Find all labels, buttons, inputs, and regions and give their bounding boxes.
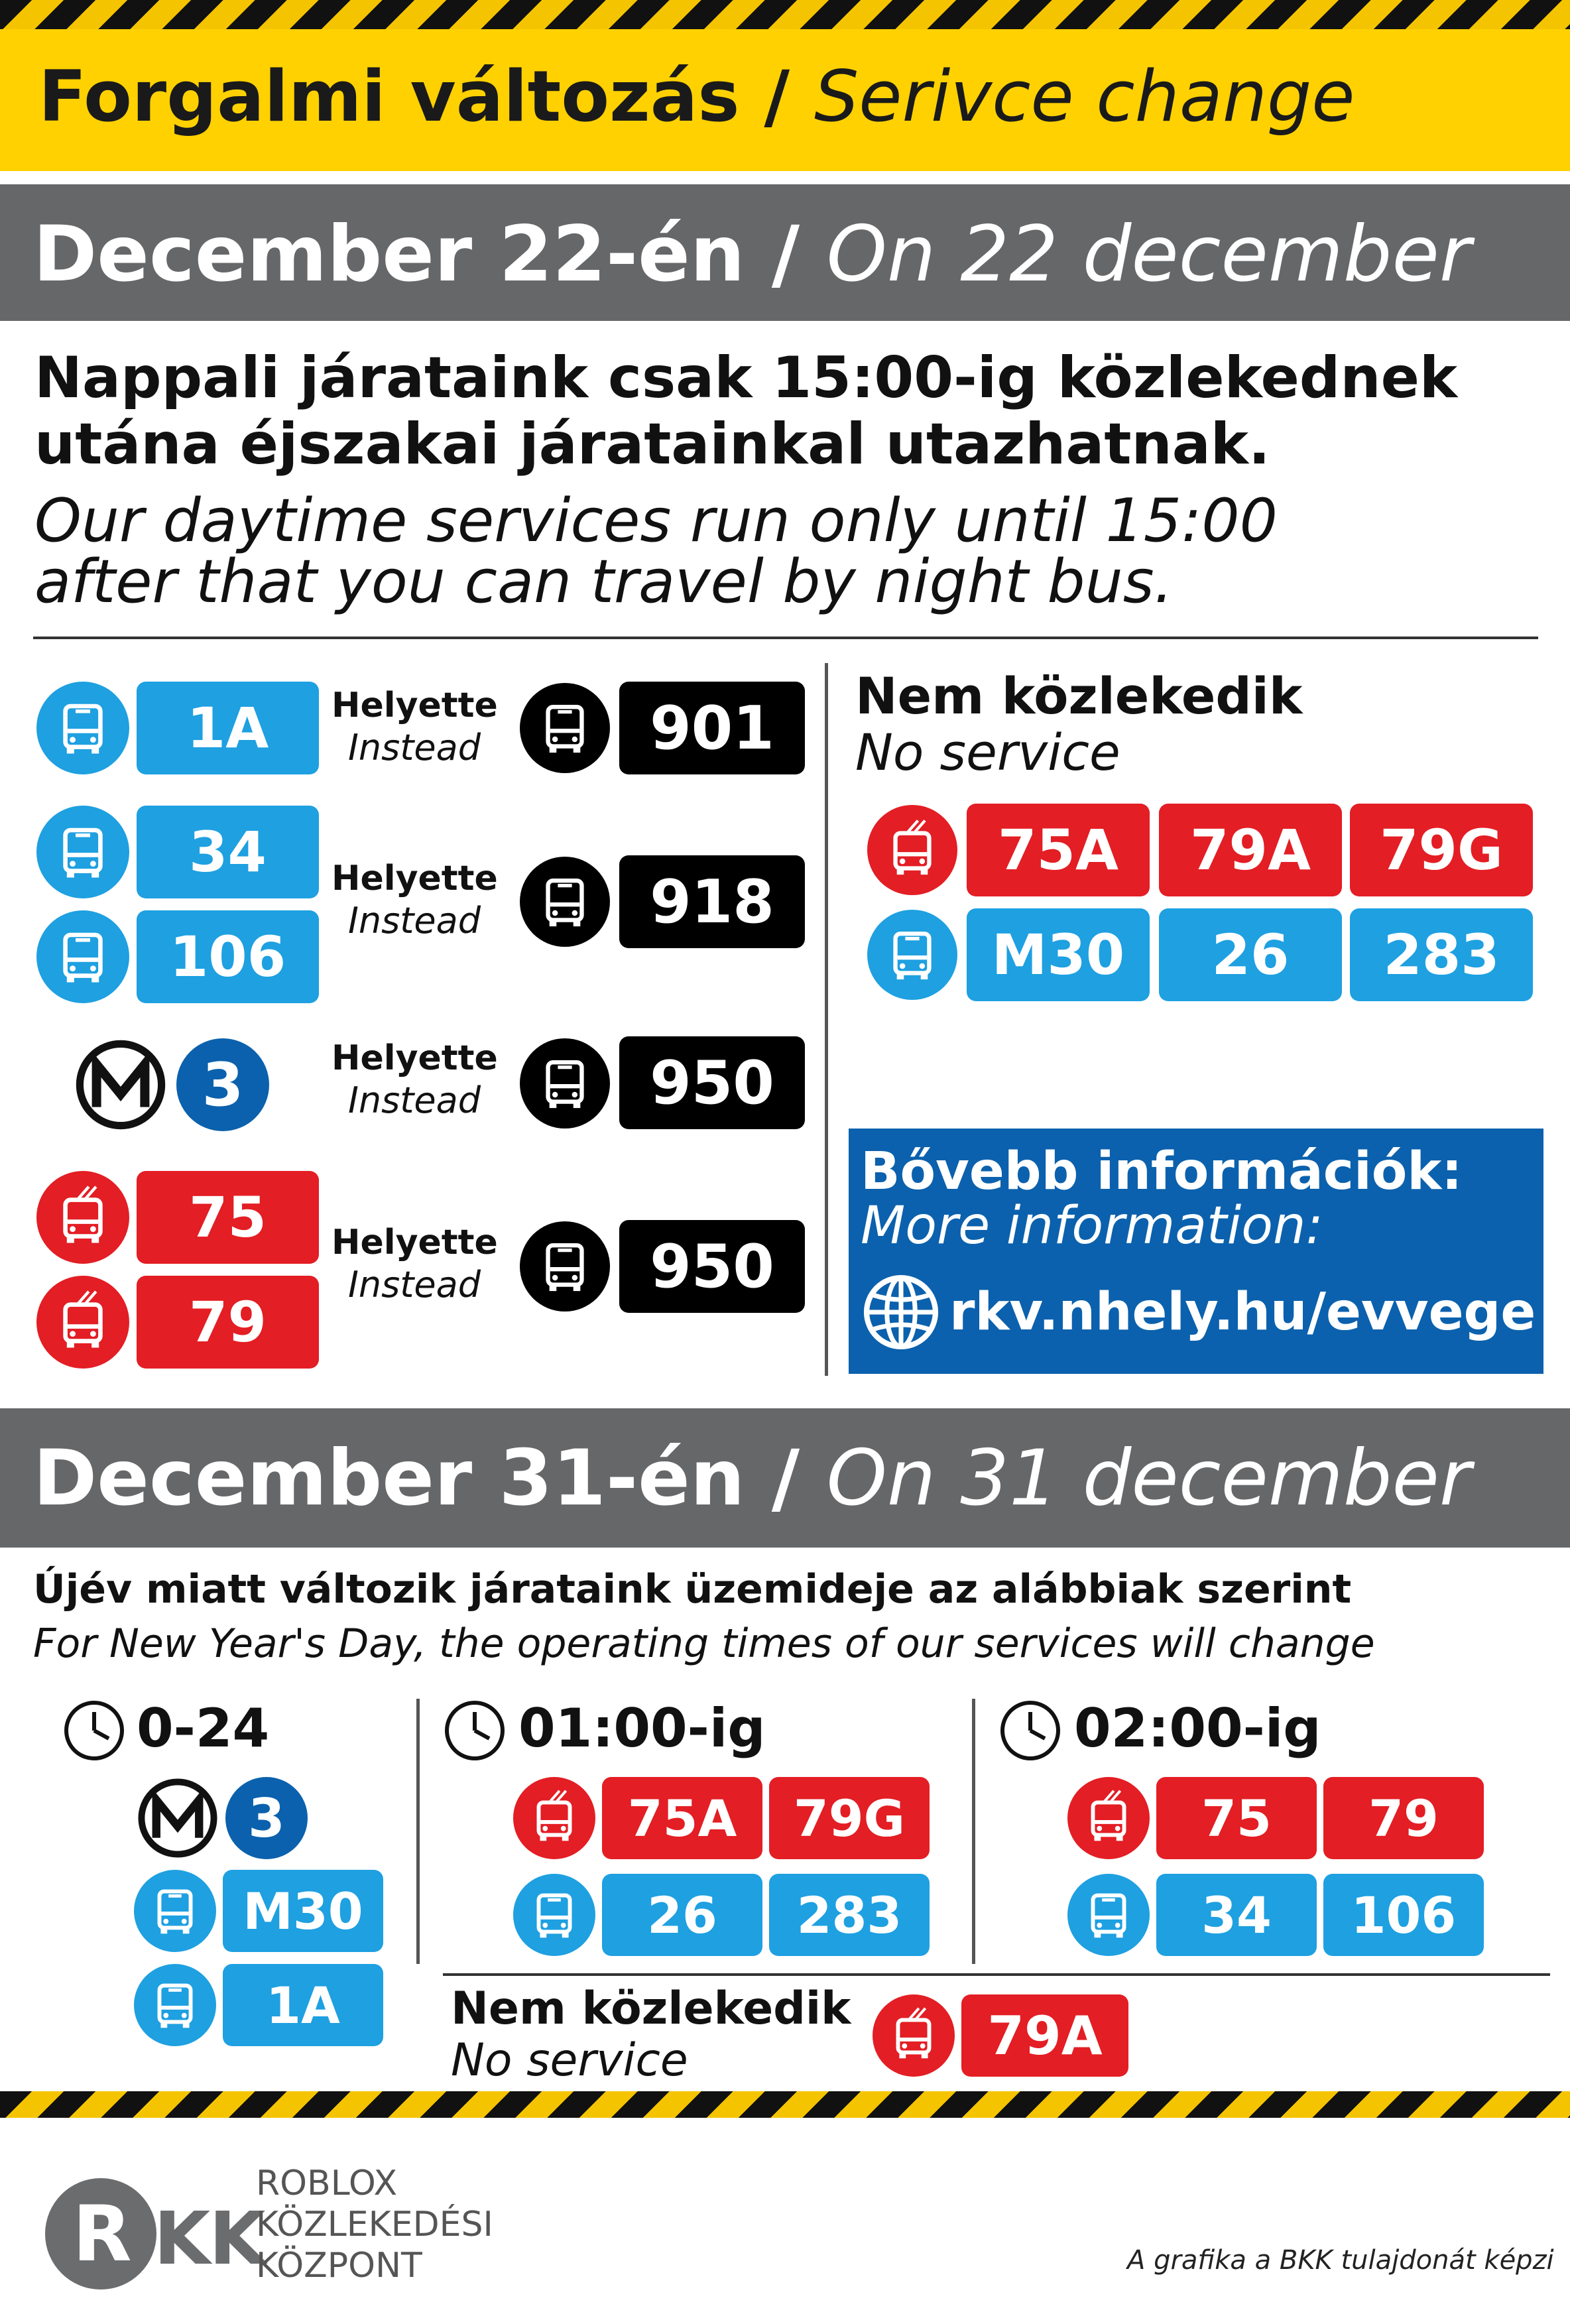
dec31-no-service-subheading: No service bbox=[451, 2034, 688, 2087]
instead-label: Helyette Instead bbox=[332, 1038, 498, 1121]
route-badge-1A: 1A bbox=[137, 682, 319, 774]
more-info-box bbox=[849, 1129, 1543, 1374]
route-badge-75: 75 bbox=[137, 1171, 319, 1264]
trolleybus-icon bbox=[873, 1994, 955, 2077]
route-badge-283: 283 bbox=[769, 1874, 930, 1956]
bus-icon bbox=[36, 806, 129, 898]
route-badge-106: 106 bbox=[1323, 1874, 1484, 1956]
column-divider bbox=[416, 1699, 420, 1964]
instead-label: Helyette Instead bbox=[332, 859, 498, 942]
dec22-notice-hu: Nappali járataink csak 15:00-ig közlekednek utána éjszakai járatainkal utazhatnak. bbox=[34, 345, 1458, 477]
divider bbox=[443, 1973, 1550, 1976]
trolleybus-icon bbox=[867, 805, 957, 895]
metro-icon bbox=[74, 1038, 167, 1131]
page-title: Forgalmi változás / Serivce change bbox=[38, 56, 1355, 137]
route-badge-26: 26 bbox=[602, 1874, 762, 1956]
bus-icon bbox=[1067, 1874, 1150, 1956]
night-route-badge-918: 918 bbox=[619, 855, 805, 948]
route-badge-75A: 75A bbox=[602, 1777, 762, 1859]
route-badge-79G: 79G bbox=[1350, 804, 1533, 896]
globe-icon bbox=[862, 1273, 940, 1351]
no-service-heading: Nem közlekedik bbox=[855, 666, 1303, 725]
more-info-link[interactable]: rkv.nhely.hu/evvege bbox=[949, 1282, 1536, 1342]
route-badge-79A: 79A bbox=[961, 1994, 1128, 2077]
time-label-02-00: 02:00-ig bbox=[1074, 1697, 1321, 1759]
route-badge-M30: M30 bbox=[967, 908, 1150, 1001]
route-badge-M30: M30 bbox=[223, 1870, 383, 1952]
dec31-no-service-heading: Nem közlekedik bbox=[451, 1983, 851, 2035]
hazard-stripe-bottom bbox=[0, 2091, 1570, 2118]
trolleybus-icon bbox=[1067, 1777, 1150, 1859]
divider bbox=[33, 637, 1538, 639]
header-band bbox=[0, 29, 1570, 171]
clock-icon bbox=[61, 1697, 127, 1764]
rkk-logo bbox=[44, 2177, 158, 2291]
time-label-0-24: 0-24 bbox=[137, 1697, 270, 1759]
footer-credit: A grafika a BKK tulajdonát képzi bbox=[1127, 2245, 1554, 2276]
bus-icon bbox=[520, 1038, 610, 1129]
bus-icon bbox=[134, 1870, 216, 1952]
bus-icon bbox=[36, 910, 129, 1003]
dec31-notice-en: For New Year's Day, the operating times of our services will change bbox=[33, 1621, 1375, 1667]
bus-icon bbox=[513, 1874, 595, 1956]
night-route-badge-901: 901 bbox=[619, 682, 805, 774]
clock-icon bbox=[442, 1697, 508, 1764]
rkk-logo-letter: R bbox=[72, 2189, 129, 2279]
org-name: ROBLOX KÖZLEKEDÉSI KÖZPONT bbox=[256, 2164, 493, 2286]
trolleybus-icon bbox=[36, 1171, 129, 1264]
trolleybus-icon bbox=[36, 1276, 129, 1369]
metro-icon bbox=[137, 1777, 219, 1859]
no-service-subheading: No service bbox=[855, 723, 1120, 782]
dec31-notice-hu: Újév miatt változik járataink üzemideje az alábbiak szerint bbox=[33, 1566, 1352, 1613]
dec22-heading-band bbox=[0, 184, 1570, 321]
bus-icon bbox=[520, 683, 610, 773]
route-badge-34: 34 bbox=[1156, 1874, 1317, 1956]
trolleybus-icon bbox=[513, 1777, 595, 1859]
metro-line-badge-3: 3 bbox=[176, 1038, 269, 1131]
bus-icon bbox=[134, 1964, 216, 2046]
metro-line-badge-3: 3 bbox=[225, 1777, 308, 1859]
route-badge-26: 26 bbox=[1159, 908, 1342, 1001]
route-badge-79A: 79A bbox=[1159, 804, 1342, 896]
route-badge-283: 283 bbox=[1350, 908, 1533, 1001]
dec31-heading-band bbox=[0, 1408, 1570, 1548]
more-info-heading: Bővebb információk: bbox=[861, 1142, 1463, 1201]
route-badge-79: 79 bbox=[1323, 1777, 1484, 1859]
route-badge-106: 106 bbox=[137, 910, 319, 1003]
dec22-heading: December 22-én / On 22 december bbox=[33, 210, 1471, 299]
bus-icon bbox=[520, 857, 610, 947]
route-badge-79G: 79G bbox=[769, 1777, 930, 1859]
bus-icon bbox=[520, 1221, 610, 1312]
route-badge-1A: 1A bbox=[223, 1964, 383, 2046]
clock-icon bbox=[997, 1697, 1063, 1764]
route-badge-75: 75 bbox=[1156, 1777, 1317, 1859]
instead-label: Helyette Instead bbox=[332, 686, 498, 768]
night-route-badge-950: 950 bbox=[619, 1220, 805, 1313]
hazard-stripe-top bbox=[0, 0, 1570, 29]
bus-icon bbox=[867, 910, 957, 1000]
route-badge-75A: 75A bbox=[967, 804, 1150, 896]
column-divider bbox=[972, 1699, 975, 1964]
instead-label: Helyette Instead bbox=[332, 1223, 498, 1306]
column-divider bbox=[825, 663, 828, 1376]
bus-icon bbox=[36, 682, 129, 774]
rkk-logo-text: KK bbox=[154, 2196, 265, 2281]
route-badge-34: 34 bbox=[137, 806, 319, 898]
route-badge-79: 79 bbox=[137, 1276, 319, 1369]
night-route-badge-950: 950 bbox=[619, 1036, 805, 1129]
more-info-subheading: More information: bbox=[861, 1196, 1323, 1256]
dec22-notice-en: Our daytime services run only until 15:00 after that you can travel by night bus. bbox=[34, 486, 1278, 617]
time-label-01-00: 01:00-ig bbox=[518, 1697, 766, 1759]
dec31-heading: December 31-én / On 31 december bbox=[33, 1434, 1471, 1523]
